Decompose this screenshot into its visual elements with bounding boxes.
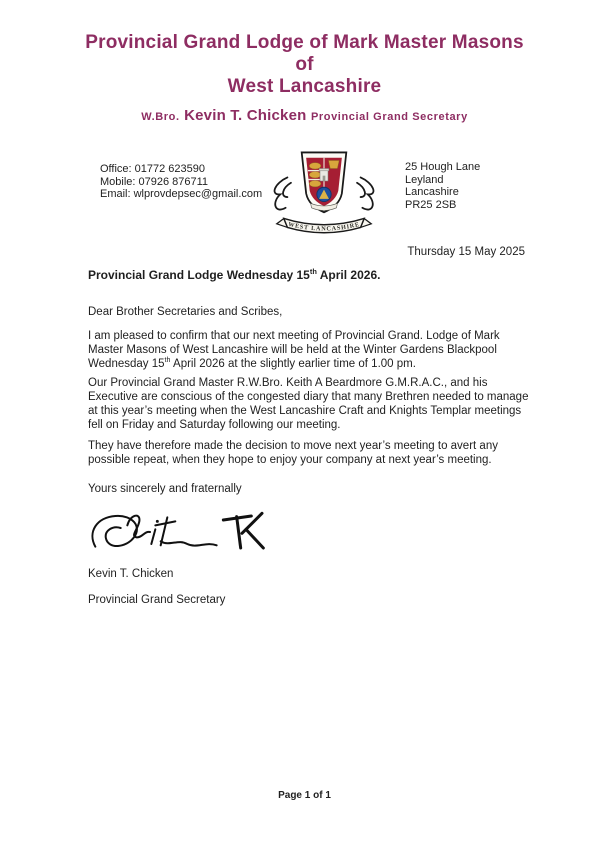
closing-line: Yours sincerely and fraternally	[88, 483, 242, 495]
crest-lions	[309, 163, 321, 187]
crest-banner-label: WEST LANCASHIRE	[287, 220, 361, 233]
contact-block	[100, 163, 262, 201]
secretary-name: Kevin T. Chicken	[184, 107, 307, 124]
title-line-2: of	[295, 54, 314, 75]
handwritten-signature-image	[86, 506, 266, 564]
tk-monogram	[223, 513, 263, 548]
secretary-role: Provincial Grand Secretary	[310, 111, 468, 123]
address-line: PR25 2SB	[405, 198, 457, 211]
address-line: Leyland	[405, 173, 444, 186]
contact-office: Office: 01772 623590	[100, 163, 205, 175]
lodge-crest-logo	[266, 147, 382, 240]
subject-ordinal: th	[309, 267, 317, 276]
paragraph-3: They have therefore made the decision to move next year’s meeting to avert any possible repeat, when they hope to enjoy your company at next year’s meeting.	[88, 440, 498, 466]
crest-tower	[319, 169, 329, 181]
address-line: 25 Hough Lane	[405, 161, 481, 173]
crest-keystone	[328, 160, 339, 168]
address-line: Lancashire	[405, 186, 459, 198]
paragraph-1-text: I am pleased to confirm that our next meeting of Provincial Grand. Lodge of Mark Master Masons of West Lancashire will be held at the Winter Gardens Blackpool Wednesday 15	[88, 330, 500, 370]
paragraph-1-text-end: April 2026 at the slightly earlier time of 1.00 pm.	[170, 358, 416, 370]
paragraph-1	[88, 329, 532, 371]
title-line-1: Provincial Grand Lodge of Mark Master Masons	[85, 32, 524, 53]
paragraph-1-ordinal: th	[164, 356, 171, 365]
greeting: Dear Brother Secretaries and Scribes,	[88, 306, 283, 318]
signatory-role: Provincial Grand Secretary	[88, 594, 226, 606]
letter-date: Thursday 15 May 2025	[407, 246, 525, 258]
subject-text: Provincial Grand Lodge Wednesday 15	[88, 268, 310, 282]
contact-email: Email: wlprovdepsec@gmail.com	[100, 188, 263, 200]
title-line-3: West Lancashire	[227, 76, 382, 97]
signatory-name: Kevin T. Chicken	[88, 568, 174, 580]
paragraph-2: Our Provincial Grand Master R.W.Bro. Keith A Beardmore G.M.R.A.C., and his Executive are conscious of the congested diary that many Brethren needed to manage at this year’s meeting when the West Lancashire Craft and Knights Templar meetings fell on Friday and Saturday following our meeting.	[88, 377, 529, 431]
subject-text-end: April 2026.	[316, 268, 381, 282]
subject-line	[88, 268, 530, 282]
secretary-line	[0, 107, 609, 125]
address-block	[405, 161, 480, 211]
contact-mobile: Mobile: 07926 876711	[100, 175, 209, 188]
secretary-prefix: W.Bro.	[141, 111, 180, 123]
letterhead-title	[0, 32, 609, 125]
page-number: Page 1 of 1	[278, 790, 331, 801]
